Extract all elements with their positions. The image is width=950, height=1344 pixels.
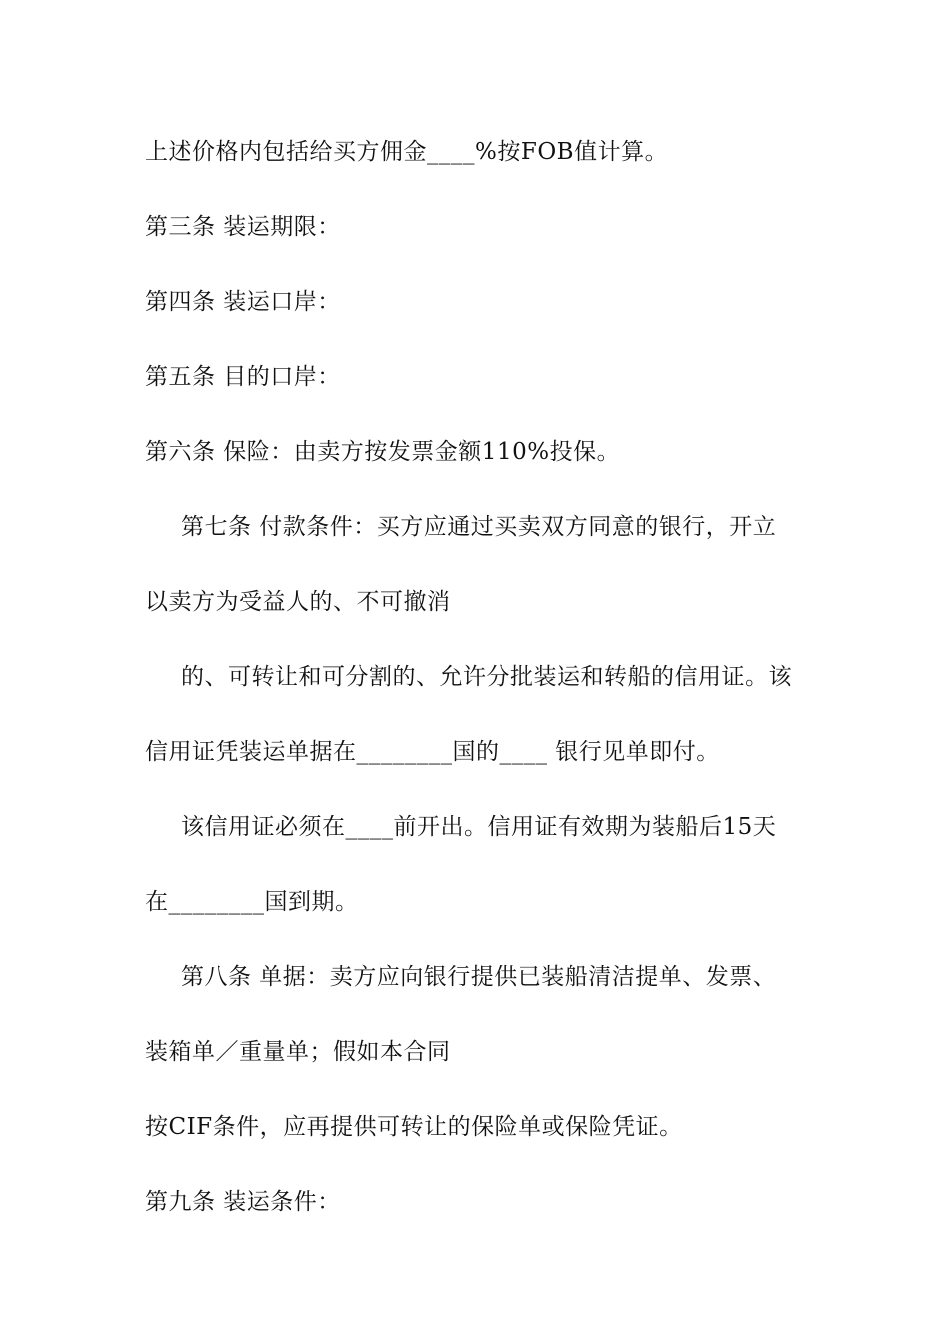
article-7-payment-terms: 第七条 付款条件：买方应通过买卖双方同意的银行，开立	[181, 514, 777, 540]
paragraph-line-commission: 上述价格内包括给买方佣金____%按FOB值计算。	[145, 139, 669, 165]
article-7-line-5: 该信用证必须在____前开出。信用证有效期为装船后15天	[181, 814, 777, 840]
article-8-documents: 第八条 单据：卖方应向银行提供已装船清洁提单、发票、	[181, 964, 777, 990]
article-8-line-3: 按CIF条件，应再提供可转让的保险单或保险凭证。	[145, 1114, 683, 1140]
article-7-line-4: 信用证凭装运单据在________国的____ 银行见单即付。	[145, 739, 720, 765]
article-3-shipment-period: 第三条 装运期限：	[145, 214, 341, 240]
article-7-line-2: 以卖方为受益人的、不可撤消	[145, 589, 451, 615]
article-5-port-of-destination: 第五条 目的口岸：	[145, 364, 341, 390]
article-7-line-6: 在________国到期。	[145, 889, 359, 915]
article-7-line-3: 的、可转让和可分割的、允许分批装运和转船的信用证。该	[181, 664, 792, 690]
article-6-insurance: 第六条 保险：由卖方按发票金额110%投保。	[145, 439, 621, 465]
article-9-shipping-conditions: 第九条 装运条件：	[145, 1189, 341, 1215]
article-4-port-of-shipment: 第四条 装运口岸：	[145, 289, 341, 315]
article-8-line-2: 装箱单／重量单；假如本合同	[145, 1039, 451, 1065]
